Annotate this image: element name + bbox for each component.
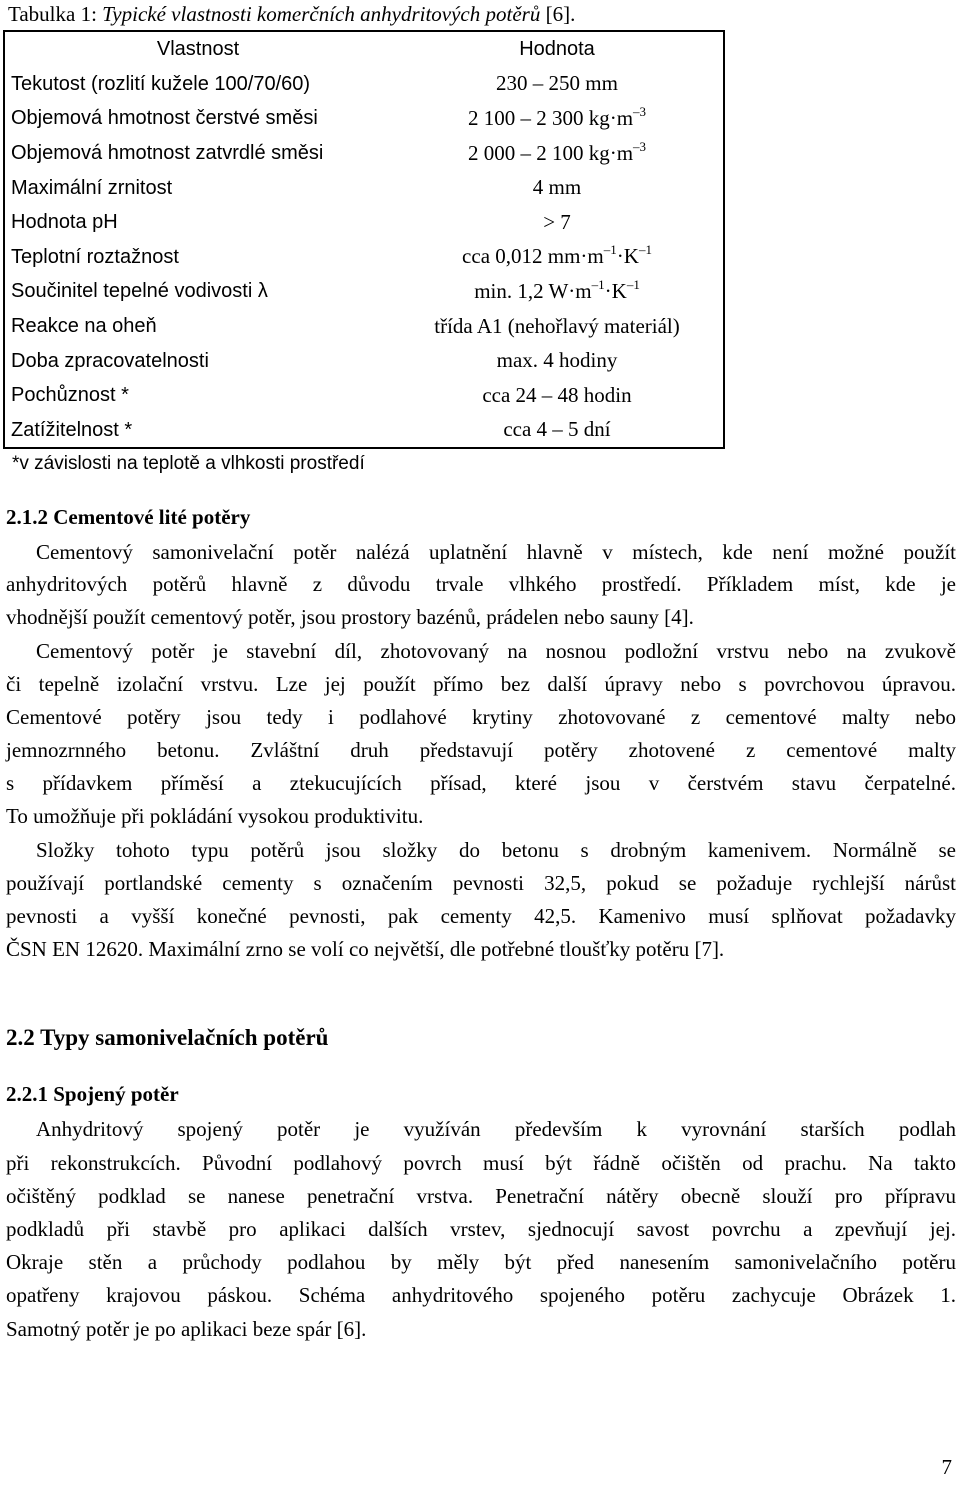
paragraph-line: Cementový samonivelační potěr nalézá uplatnění hlavně v místech, kde není možné použít xyxy=(36,540,956,564)
value-cell: max. 4 hodiny xyxy=(496,348,618,373)
table-row xyxy=(4,205,724,240)
table-row xyxy=(4,309,724,344)
paragraph-line: pevnosti a vyšší konečné pevnosti, pak cementy 42,5. Kamenivo musí splňovat požadavky xyxy=(6,904,956,928)
paragraph-line: anhydritových potěrů hlavně z důvodu trvale vlhkého prostředí. Příkladem míst, kde je xyxy=(6,572,956,596)
value-superscript: –1 xyxy=(603,242,617,258)
value-cell xyxy=(391,136,724,171)
table-row xyxy=(4,378,724,413)
value-superscript: –1 xyxy=(638,242,652,258)
value-cell: cca 4 – 5 dní xyxy=(503,417,611,442)
value-cell xyxy=(391,240,724,275)
paragraph-line: používají portlandské cementy s označením pevnosti 32,5, pokud se požaduje rychlejší nárůst xyxy=(6,871,956,895)
value-unit: ·K xyxy=(604,278,627,303)
page-number: 7 xyxy=(941,1455,952,1479)
table-caption xyxy=(8,2,575,27)
paragraph-line: jemnozrnného betonu. Zvláštní druh představují potěry zhotovené z cementové malty xyxy=(6,738,956,762)
property-cell: Zatížitelnost * xyxy=(11,418,133,441)
value-text: cca 0,012 mm·m xyxy=(462,244,604,269)
table-row xyxy=(4,136,724,171)
paragraph-line: vhodnější použít cementový potěr, jsou prostory bazénů, prádelen nebo sauny [4]. xyxy=(6,605,694,629)
caption-title: Typické vlastnosti komerčních anhydritových potěrů xyxy=(102,2,541,26)
paragraph-line: Okraje stěn a průchody podlahou by měly být před nanesením samonivelačního potěru xyxy=(6,1250,956,1274)
table-note: *v závislosti na teplotě a vlhkosti prostředí xyxy=(12,453,365,474)
value-superscript: –1 xyxy=(591,276,605,292)
properties-table xyxy=(3,30,725,449)
value-superscript: –3 xyxy=(633,138,647,154)
value-superscript: –1 xyxy=(626,276,640,292)
paragraph-line: Složky tohoto typu potěrů jsou složky do betonu s drobným kamenivem. Normálně se xyxy=(36,838,956,862)
value-cell: 4 mm xyxy=(532,175,582,200)
value-unit: ·K xyxy=(616,244,639,269)
property-cell: Hodnota pH xyxy=(11,211,118,234)
value-cell: cca 24 – 48 hodin xyxy=(482,382,632,407)
property-cell: Teplotní roztažnost xyxy=(11,245,179,268)
paragraph-line: či tepelně izolační vrstvu. Lze jej použít přímo bez další úpravy nebo s povrchovou úpravou. xyxy=(6,672,956,696)
value-cell xyxy=(391,274,724,309)
paragraph-line: očištěný podklad se nanese penetrační vrstva. Penetrační nátěry obecně slouží pro přípravu xyxy=(6,1184,956,1208)
value-text: 2 100 – 2 300 kg·m xyxy=(467,105,634,130)
table-row xyxy=(4,101,724,136)
paragraph-line: Samotný potěr je po aplikaci beze spár [6]. xyxy=(6,1317,367,1341)
property-cell: Maximální zrnitost xyxy=(11,176,173,199)
table-row xyxy=(4,67,724,102)
header-property: Vlastnost xyxy=(156,38,240,61)
property-cell: Objemová hmotnost čerstvé směsi xyxy=(11,107,318,130)
value-cell: > 7 xyxy=(543,209,571,234)
table-header-row xyxy=(4,31,724,67)
value-text: 2 000 – 2 100 kg·m xyxy=(467,140,634,165)
value-cell xyxy=(391,101,724,136)
paragraph-line: Cementový potěr je stavební díl, zhotovovaný na nosnou podložní vrstvu nebo na zvukově xyxy=(36,639,956,663)
value-superscript: –3 xyxy=(633,103,647,119)
table-row xyxy=(4,343,724,378)
paragraph-line: při rekonstrukcích. Původní podlahový povrch musí být řádně očištěn od prachu. Na takto xyxy=(6,1151,956,1175)
table-row xyxy=(4,413,724,449)
section-heading-2-2: 2.2 Typy samonivelačních potěrů xyxy=(6,1025,329,1050)
caption-ref: [6]. xyxy=(540,2,576,26)
paragraph-line: To umožňuje při pokládání vysokou produktivitu. xyxy=(6,804,424,828)
property-cell: Doba zpracovatelnosti xyxy=(11,349,209,372)
table-row xyxy=(4,240,724,275)
caption-prefix: Tabulka 1: xyxy=(8,2,103,26)
paragraph-line: Anhydritový spojený potěr je využíván především k vyrovnání starších podlah xyxy=(36,1117,956,1141)
paragraph-line: podkladů při stavbě pro aplikaci dalších vrstev, sjednocují savost povrchu a zpevňují jej. xyxy=(6,1217,956,1241)
table-row xyxy=(4,274,724,309)
paragraph-line: opatřeny krajovou páskou. Schéma anhydritového spojeného potěru zachycuje Obrázek 1. xyxy=(6,1283,956,1307)
property-cell: Tekutost (rozlití kužele 100/70/60) xyxy=(11,72,311,95)
value-text: min. 1,2 W·m xyxy=(474,278,592,303)
paragraph-line: s přídavkem příměsí a ztekucujících přísad, které jsou v čerstvém stavu čerpatelné. xyxy=(6,771,956,795)
value-cell: 230 – 250 mm xyxy=(496,71,618,96)
property-cell: Objemová hmotnost zatvrdlé směsi xyxy=(11,142,324,165)
table-row xyxy=(4,170,724,205)
value-cell: třída A1 (nehořlavý materiál) xyxy=(434,313,680,338)
section-heading-2-2-1: 2.2.1 Spojený potěr xyxy=(6,1082,179,1106)
paragraph-line: ČSN EN 12620. Maximální zrno se volí co největší, dle potřebné tloušťky potěru [7]. xyxy=(6,937,725,961)
property-cell: Součinitel tepelné vodivosti λ xyxy=(11,280,268,303)
paragraph-line: Cementové potěry jsou tedy i podlahové krytiny zhotovované z cementové malty nebo xyxy=(6,705,956,729)
header-value: Hodnota xyxy=(519,38,595,61)
property-cell: Pochůznost * xyxy=(11,384,129,407)
property-cell: Reakce na oheň xyxy=(11,315,157,338)
section-heading-2-1-2: 2.1.2 Cementové lité potěry xyxy=(6,505,251,529)
